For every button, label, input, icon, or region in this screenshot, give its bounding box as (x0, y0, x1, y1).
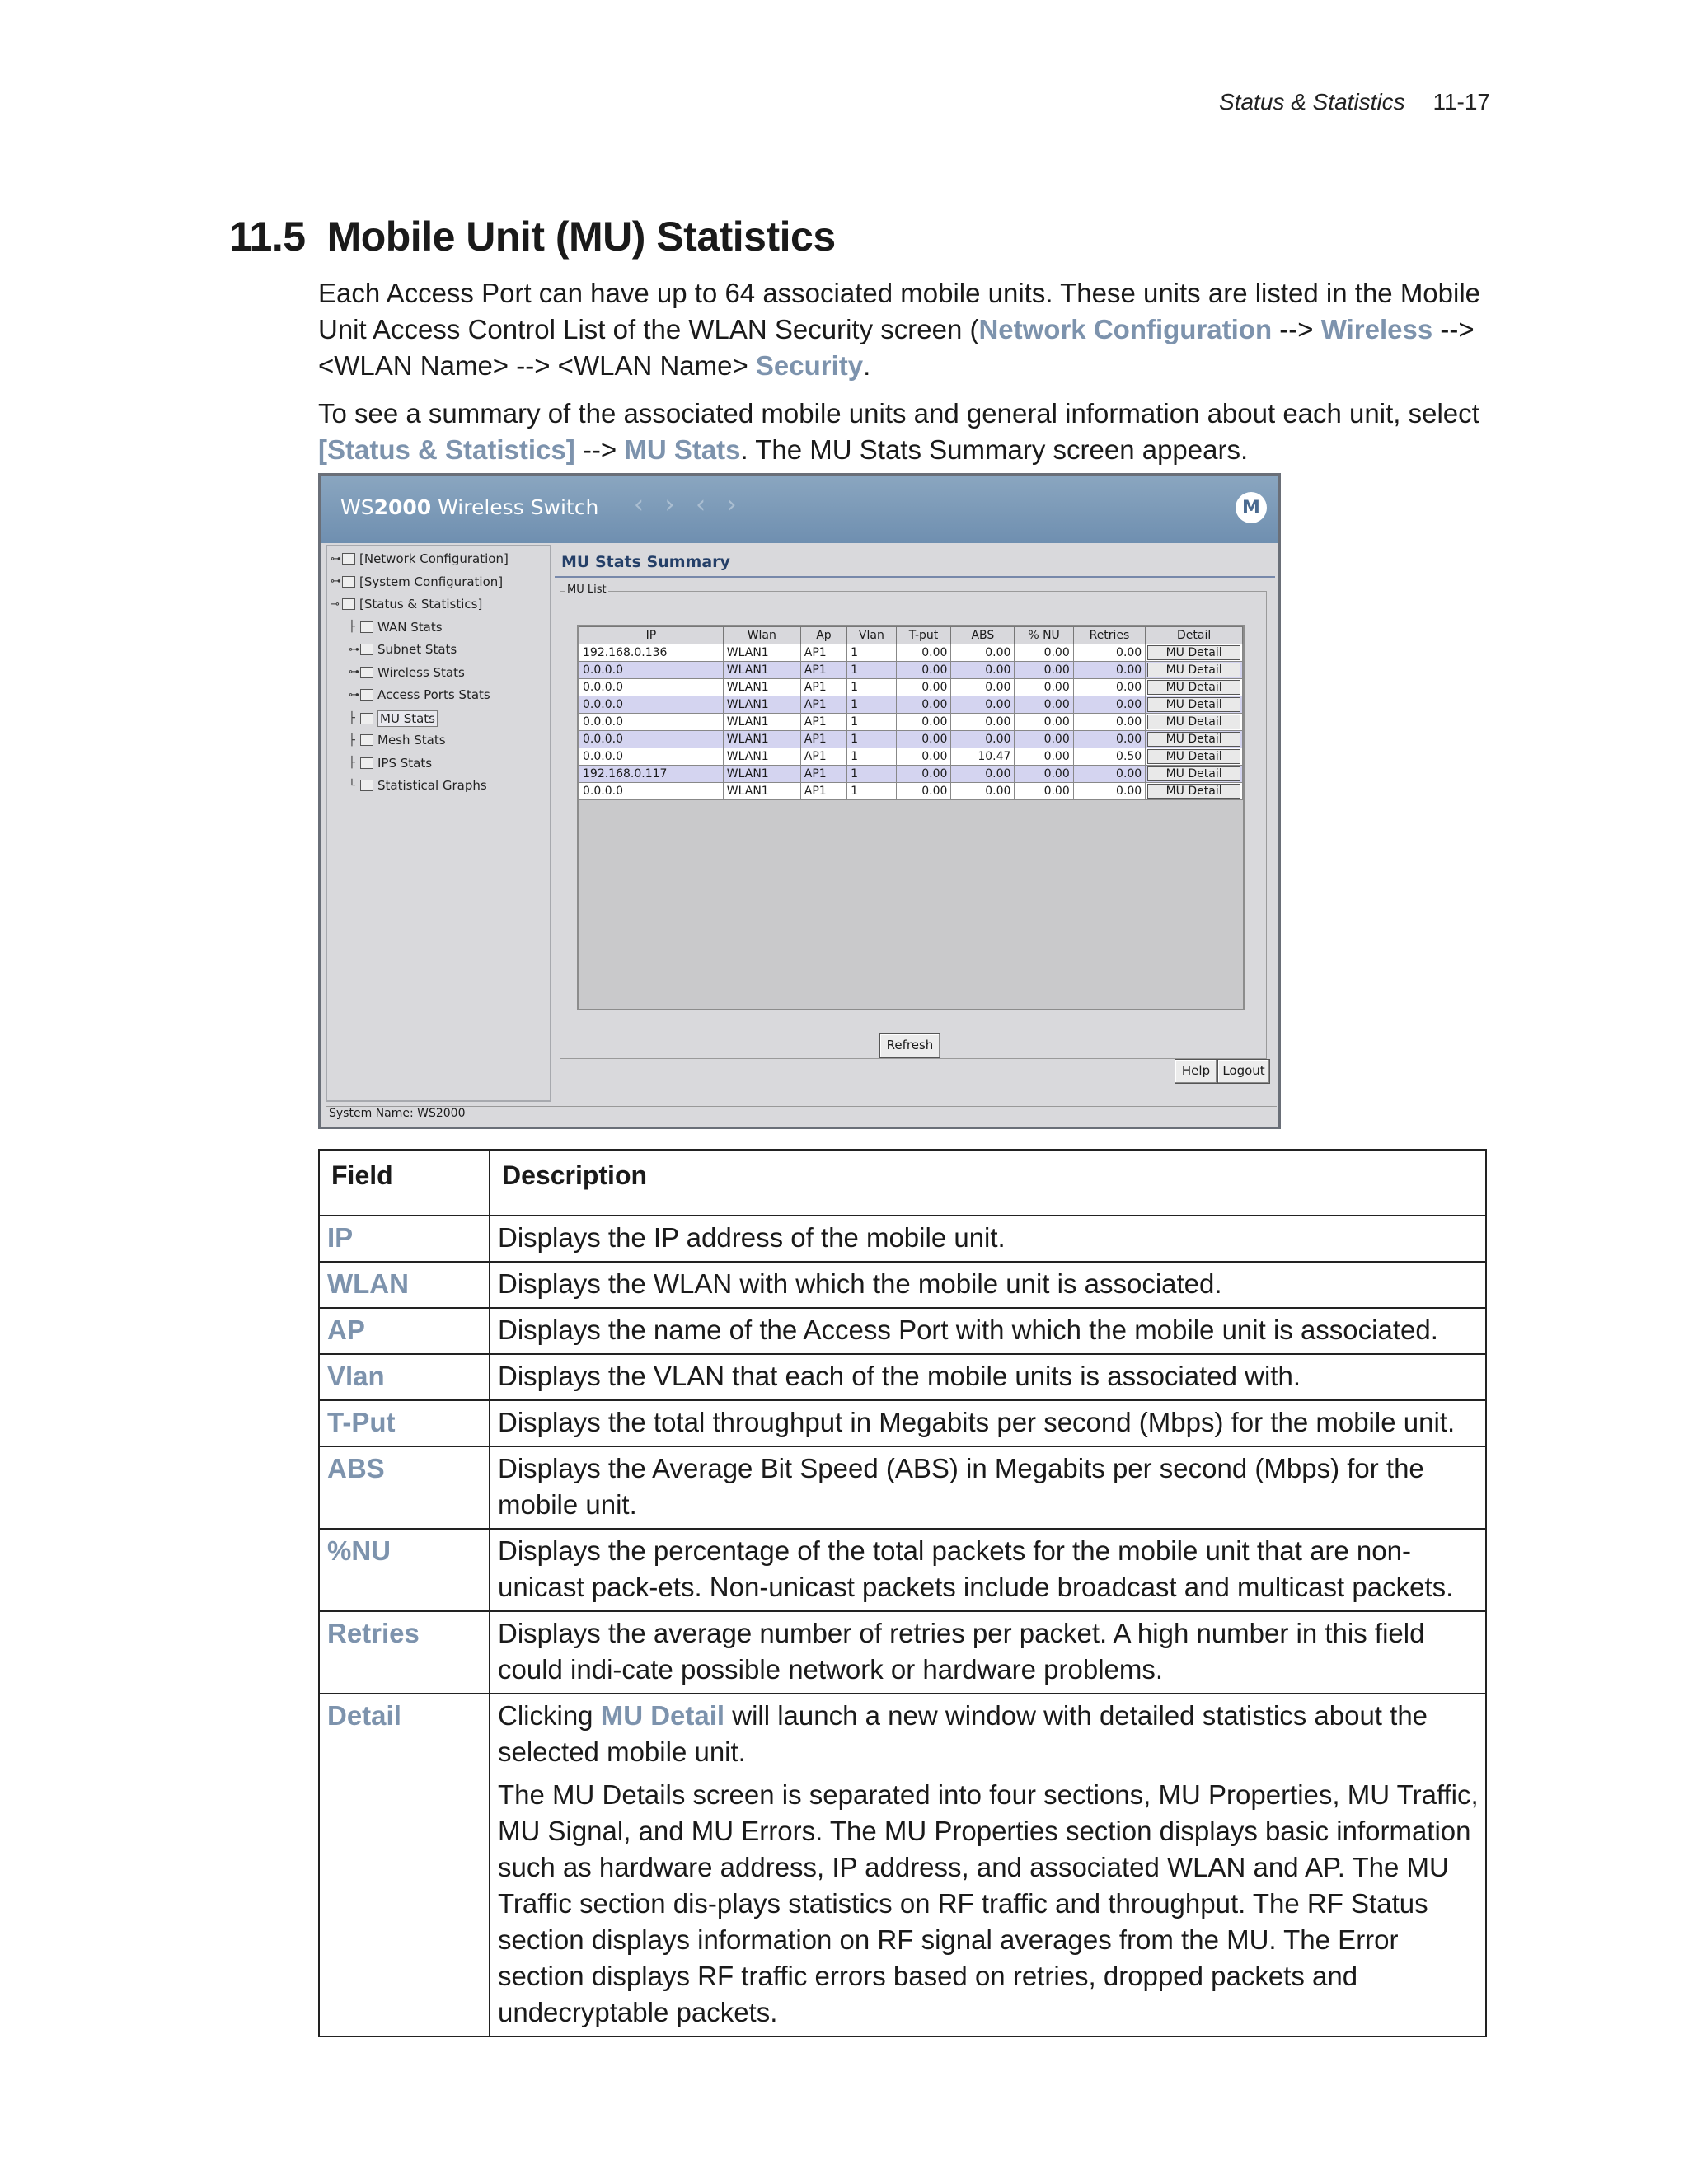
column-header[interactable]: Wlan (723, 627, 800, 644)
security-link[interactable]: Security (755, 350, 864, 381)
table-cell: 0.00 (1015, 714, 1073, 731)
table-cell: AP1 (800, 644, 846, 662)
field-name: ABS (319, 1446, 490, 1529)
tree-item[interactable] (349, 665, 465, 680)
table-cell: WLAN1 (723, 748, 800, 766)
table-cell: 0.00 (1015, 783, 1073, 800)
nav-tree (326, 545, 551, 1102)
title-divider (555, 576, 1275, 578)
field-name: %NU (319, 1529, 490, 1611)
table-cell: 1 (847, 679, 896, 696)
tree-item[interactable] (349, 710, 438, 727)
field-name: Retries (319, 1611, 490, 1694)
table-cell: 1 (847, 783, 896, 800)
table-cell: 0.00 (951, 644, 1015, 662)
expand-toggle-icon[interactable]: ⊶ (349, 666, 359, 678)
table-cell: 0.00 (896, 696, 951, 714)
table-row[interactable] (579, 679, 1243, 696)
table-cell: 0.00 (896, 783, 951, 800)
banner-decoration: ‹ › ‹ › (634, 490, 743, 519)
mu-grid (577, 625, 1245, 1010)
mu-detail-button[interactable] (1146, 766, 1243, 783)
table-cell: AP1 (800, 748, 846, 766)
table-cell: 0.00 (951, 766, 1015, 783)
table-cell: 0.00 (1073, 766, 1145, 783)
mesh-icon (360, 734, 373, 746)
wrench-icon (342, 576, 355, 588)
table-row (319, 1262, 1486, 1308)
table-cell: WLAN1 (723, 731, 800, 748)
table-cell: 1 (847, 766, 896, 783)
table-cell: 0.00 (1073, 679, 1145, 696)
table-cell: AP1 (800, 696, 846, 714)
table-cell: 0.00 (951, 714, 1015, 731)
page-icon (360, 621, 373, 633)
table-cell: AP1 (800, 662, 846, 679)
expand-toggle-icon[interactable]: ⊶ (349, 643, 359, 656)
table-cell: WLAN1 (723, 714, 800, 731)
tree-item-label: WAN Stats (377, 619, 443, 635)
tree-item-label: Wireless Stats (377, 664, 465, 680)
table-cell: 0.00 (1073, 731, 1145, 748)
text-run: To see a summary of the associated mobile units and general information about each unit, select (318, 398, 1479, 429)
table-cell: 0.00 (1015, 662, 1073, 679)
field-description: Displays the name of the Access Port with which the mobile unit is associated. (490, 1308, 1486, 1354)
table-cell: 0.50 (1073, 748, 1145, 766)
mu-detail-button[interactable] (1146, 783, 1243, 800)
mu-detail-button-label: MU Detail (1147, 680, 1240, 695)
tree-item-label: IPS Stats (377, 755, 433, 771)
table-cell: 0.0.0.0 (579, 696, 724, 714)
field-name: Vlan (319, 1354, 490, 1400)
refresh-button[interactable]: Refresh (879, 1033, 940, 1058)
table-row[interactable] (579, 783, 1243, 800)
table-row (319, 1308, 1486, 1354)
table-row[interactable] (579, 766, 1243, 783)
help-button[interactable]: Help (1175, 1059, 1217, 1084)
mu-stats-link[interactable]: MU Stats (624, 434, 741, 465)
table-cell: WLAN1 (723, 766, 800, 783)
field-description: Displays the percentage of the total packets for the mobile unit that are non-unicast pack-ets. Non-unicast packets include broadcast and multicast packets. (490, 1529, 1486, 1611)
text-run: --> (574, 434, 625, 465)
table-cell: 0.00 (896, 766, 951, 783)
table-row[interactable] (579, 731, 1243, 748)
expand-toggle-icon[interactable]: ├ (349, 757, 355, 769)
status-statistics-link[interactable]: [Status & Statistics] (318, 434, 575, 465)
table-cell: WLAN1 (723, 662, 800, 679)
tree-item[interactable] (331, 551, 509, 566)
table-cell: 0.00 (1015, 644, 1073, 662)
table-cell: 0.00 (896, 731, 951, 748)
table-cell: 1 (847, 731, 896, 748)
section-title (229, 213, 836, 260)
table-row[interactable] (579, 644, 1243, 662)
mu-table (579, 626, 1243, 800)
text-run: . (863, 350, 871, 381)
mu-detail-button[interactable] (1146, 644, 1243, 662)
table-cell: 0.0.0.0 (579, 679, 724, 696)
intro-paragraph (318, 275, 1489, 384)
header-section: Status & Statistics (1219, 89, 1405, 115)
panel-title: MU Stats Summary (561, 553, 730, 571)
mu-detail-button[interactable] (1146, 714, 1243, 731)
tree-item-label: Access Ports Stats (377, 687, 490, 702)
table-cell: 0.00 (896, 679, 951, 696)
field-description: Displays the WLAN with which the mobile unit is associated. (490, 1262, 1486, 1308)
table-cell: 1 (847, 662, 896, 679)
table-cell: WLAN1 (723, 679, 800, 696)
table-row[interactable] (579, 714, 1243, 731)
detail-paragraph: The MU Details screen is separated into four sections, MU Properties, MU Traffic, MU Signal, and MU Errors. The MU Properties section displays basic information such as hardware address, IP address, and associated WLAN and AP. The MU Traffic section dis-plays statistics on RF traffic and throughput. The RF Status section displays information on RF signal averages from the MU. The Error section displays RF traffic errors based on retries, dropped packets and undecryptable packets. (498, 1779, 1479, 2027)
page-icon (360, 689, 373, 701)
table-cell: 192.168.0.117 (579, 766, 724, 783)
expand-toggle-icon[interactable]: ⊸ (331, 598, 340, 611)
table-cell: AP1 (800, 731, 846, 748)
column-header[interactable]: Retries (1073, 627, 1145, 644)
section-title-text: Mobile Unit (MU) Statistics (326, 213, 836, 260)
page-icon (360, 713, 373, 724)
table-row (319, 1529, 1486, 1611)
tree-item-label: Statistical Graphs (377, 778, 487, 793)
field-description: Displays the average number of retries per packet. A high number in this field could indi-cate possible network or hardware problems. (490, 1611, 1486, 1694)
text-run: . The MU Stats Summary screen appears. (740, 434, 1249, 465)
table-cell: 0.00 (951, 783, 1015, 800)
table-cell: 0.00 (896, 714, 951, 731)
text-run: --> (1272, 314, 1321, 344)
mu-detail-button-label: MU Detail (1147, 766, 1240, 781)
mu-detail-button-label: MU Detail (1147, 732, 1240, 747)
table-cell: 0.00 (1015, 766, 1073, 783)
field-description: Displays the IP address of the mobile unit. (490, 1216, 1486, 1262)
mu-list-group (560, 583, 1267, 1059)
expand-toggle-icon[interactable]: ⊶ (349, 688, 359, 701)
table-cell: 0.00 (951, 679, 1015, 696)
table-row (319, 1694, 1486, 2036)
expand-toggle-icon[interactable]: ├ (349, 621, 355, 633)
table-cell: 0.00 (951, 662, 1015, 679)
field-name: WLAN (319, 1262, 490, 1308)
table-cell: 0.0.0.0 (579, 714, 724, 731)
app-banner (321, 476, 1278, 543)
page-icon (360, 757, 373, 769)
field-description: Displays the Average Bit Speed (ABS) in Megabits per second (Mbps) for the mobile unit. (490, 1446, 1486, 1529)
column-header[interactable]: % NU (1015, 627, 1073, 644)
folder-icon (342, 598, 355, 610)
mu-detail-link[interactable]: MU Detail (600, 1700, 725, 1731)
table-cell: 1 (847, 748, 896, 766)
section-number: 11.5 (229, 213, 306, 260)
table-cell: 0.00 (951, 731, 1015, 748)
page-number: 11-17 (1432, 89, 1490, 115)
expand-toggle-icon[interactable]: ├ (349, 733, 355, 747)
table-cell: WLAN1 (723, 696, 800, 714)
table-row[interactable] (579, 662, 1243, 679)
mu-detail-button-label: MU Detail (1147, 663, 1240, 677)
page-icon (360, 780, 373, 791)
text-run: --> <WLAN Name> --> <WLAN Name> (318, 314, 1475, 381)
table-cell: 0.00 (896, 644, 951, 662)
tree-item-label: [Network Configuration] (359, 551, 509, 566)
tree-item-label: [System Configuration] (359, 574, 504, 589)
text-run: Each Access Port can have up to 64 associated mobile units. These units are listed in the Mobile Unit Access Control List of the WLAN Security screen ( (318, 278, 1481, 344)
motorola-logo-icon: M (1236, 492, 1267, 523)
table-cell: 0.00 (1015, 731, 1073, 748)
table-cell: AP1 (800, 714, 846, 731)
table-cell: AP1 (800, 783, 846, 800)
table-cell: 0.00 (896, 748, 951, 766)
app-title: WS2000 Wireless Switch (340, 495, 599, 519)
table-row (319, 1446, 1486, 1529)
expand-toggle-icon[interactable]: ├ (349, 712, 355, 724)
table-cell: 0.00 (1015, 679, 1073, 696)
table-row (319, 1400, 1486, 1446)
mu-detail-button[interactable] (1146, 748, 1243, 766)
table-cell: 0.0.0.0 (579, 748, 724, 766)
column-header[interactable]: ABS (951, 627, 1015, 644)
field-name: Detail (319, 1694, 490, 2036)
mu-detail-button[interactable] (1146, 679, 1243, 696)
column-header[interactable]: Vlan (847, 627, 896, 644)
tree-item[interactable] (349, 642, 457, 657)
mu-detail-button-label: MU Detail (1147, 749, 1240, 764)
tree-item[interactable] (331, 597, 482, 612)
table-row[interactable] (579, 748, 1243, 766)
table-cell: 0.00 (951, 696, 1015, 714)
mu-detail-button[interactable] (1146, 731, 1243, 748)
mu-detail-button-label: MU Detail (1147, 697, 1240, 712)
tree-item[interactable] (349, 733, 446, 748)
table-cell: 0.00 (1073, 644, 1145, 662)
table-cell: AP1 (800, 766, 846, 783)
mu-table-header (579, 627, 1243, 644)
table-row[interactable] (579, 696, 1243, 714)
table-cell: 0.00 (1015, 696, 1073, 714)
page-icon (360, 644, 373, 655)
instruction-paragraph (318, 396, 1489, 468)
logout-button[interactable]: Logout (1217, 1059, 1270, 1084)
table-cell: 0.00 (1073, 696, 1145, 714)
table-cell: 0.00 (1073, 662, 1145, 679)
column-header[interactable]: T-put (896, 627, 951, 644)
table-cell: 1 (847, 714, 896, 731)
field-description-table (318, 1149, 1487, 2037)
table-cell: WLAN1 (723, 644, 800, 662)
tree-item[interactable] (331, 574, 503, 589)
system-name: System Name: WS2000 (326, 1106, 1277, 1123)
network-config-link[interactable]: Network Configuration (978, 314, 1273, 344)
mu-list-label: MU List (567, 583, 607, 596)
main-panel (555, 545, 1275, 1102)
detail-paragraph: Clicking MU Detail will launch a new window with detailed statistics about the selected mobile unit. (498, 1700, 1428, 1767)
table-cell: 192.168.0.136 (579, 644, 724, 662)
table-cell: 1 (847, 644, 896, 662)
field-description: Displays the VLAN that each of the mobile units is associated with. (490, 1354, 1486, 1400)
mu-stats-screenshot (318, 473, 1281, 1129)
column-header[interactable]: Ap (800, 627, 846, 644)
table-cell: AP1 (800, 679, 846, 696)
table-row (319, 1611, 1486, 1694)
table-cell: 0.0.0.0 (579, 662, 724, 679)
table-cell: WLAN1 (723, 783, 800, 800)
tree-item[interactable] (349, 756, 432, 771)
field-description (490, 1694, 1486, 2036)
tree-item-label: Subnet Stats (377, 642, 457, 657)
field-description: Displays the total throughput in Megabits per second (Mbps) for the mobile unit. (490, 1400, 1486, 1446)
table-cell: 0.0.0.0 (579, 731, 724, 748)
tree-item[interactable] (349, 620, 443, 635)
tree-item[interactable] (349, 687, 490, 702)
table-cell: 1 (847, 696, 896, 714)
table-cell: 10.47 (951, 748, 1015, 766)
page-icon (360, 667, 373, 678)
mu-detail-button-label: MU Detail (1147, 715, 1240, 729)
mu-detail-button[interactable] (1146, 662, 1243, 679)
field-name: AP (319, 1308, 490, 1354)
tree-item-label: Mesh Stats (377, 733, 446, 748)
table-cell: 0.0.0.0 (579, 783, 724, 800)
description-column-header: Description (490, 1150, 1486, 1216)
field-name: IP (319, 1216, 490, 1262)
mu-detail-button-label: MU Detail (1147, 645, 1240, 660)
expand-toggle-icon[interactable]: └ (349, 779, 355, 792)
tree-item-label: [Status & Statistics] (359, 597, 483, 612)
tree-item-label: MU Stats (377, 710, 438, 727)
field-name: T-Put (319, 1400, 490, 1446)
running-header (1219, 89, 1490, 115)
column-header[interactable]: Detail (1146, 627, 1243, 644)
table-row (319, 1354, 1486, 1400)
column-header[interactable]: IP (579, 627, 724, 644)
table-cell: 0.00 (1015, 748, 1073, 766)
wrench-icon (342, 553, 355, 565)
table-cell: 0.00 (1073, 714, 1145, 731)
mu-detail-button[interactable] (1146, 696, 1243, 714)
wireless-link[interactable]: Wireless (1320, 314, 1433, 344)
field-column-header: Field (319, 1150, 490, 1216)
field-table-header (319, 1150, 1486, 1216)
table-row (319, 1216, 1486, 1262)
mu-detail-button-label: MU Detail (1147, 784, 1240, 799)
table-cell: 0.00 (1073, 783, 1145, 800)
tree-item[interactable] (349, 778, 487, 793)
expand-toggle-icon[interactable]: ⊶ (331, 552, 341, 565)
expand-toggle-icon[interactable]: ⊶ (331, 575, 341, 588)
table-cell: 0.00 (896, 662, 951, 679)
